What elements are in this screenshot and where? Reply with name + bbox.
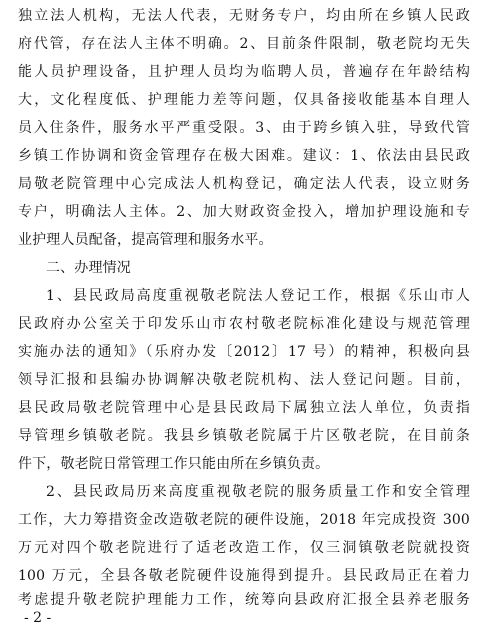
paragraph-line: 府代管，存在法人主体不明确。2、目前条件限制，敬老院均无失	[18, 36, 470, 52]
paragraph-line: 万元对四个敬老院进行了适老改造工作，仅三洞镇敬老院就投资	[18, 540, 470, 556]
paragraph-line: 民政府办公室关于印发乐山市农村敬老院标准化建设与规范管理	[18, 316, 470, 332]
paragraph-line: 员入住条件，服务水平严重受限。3、由于跨乡镇入驻，导致代管	[18, 120, 470, 136]
paragraph-line: 100 万元，全县各敬老院硬件设施得到提升。县民政局正在着力	[18, 568, 470, 584]
paragraph-line: 工作，大力筹措资金改造敬老院的硬件设施，2018 年完成投资 300	[18, 512, 470, 528]
paragraph-line: 2、县民政局历来高度重视敬老院的服务质量工作和安全管理	[46, 484, 470, 500]
paragraph-line: 件下，敬老院日常管理工作只能由所在乡镇负责。	[18, 456, 330, 472]
paragraph-line: 局敬老院管理中心完成法人机构登记，确定法人代表，设立财务	[18, 176, 470, 192]
paragraph-line: 独立法人机构，无法人代表，无财务专户，均由所在乡镇人民政	[18, 8, 470, 24]
section-heading: 二、办理情况	[46, 260, 131, 276]
paragraph-line: 导管理乡镇敬老院。我县乡镇敬老院属于片区敬老院，在目前条	[18, 428, 470, 444]
paragraph-line: 大，文化程度低、护理能力差等问题，仅具备接收能基本自理人	[18, 92, 470, 108]
paragraph-line: 县民政局敬老院管理中心是县民政局下属独立法人单位，负责指	[18, 400, 470, 416]
paragraph-line: 考虑提升敬老院护理能力工作，统筹向县政府汇报全县养老服务	[18, 592, 470, 608]
paragraph-line: 1、县民政局高度重视敬老院法人登记工作，根据《乐山市人	[46, 288, 470, 304]
paragraph-line: 实施办法的通知》（乐府办发〔2012〕17 号）的精神，积极向县	[18, 344, 470, 360]
paragraph-line: 能人员护理设备，且护理人员均为临聘人员，普遍存在年龄结构	[18, 64, 470, 80]
paragraph-line: 领导汇报和县编办协调解决敬老院机构、法人登记问题。目前，	[18, 372, 470, 388]
paragraph-line: 乡镇工作协调和资金管理存在极大困难。建议：1、依法由县民政	[18, 148, 470, 164]
paragraph-line: 业护理人员配备，提高管理和服务水平。	[18, 232, 273, 248]
paragraph-line: 专户，明确法人主体。2、加大财政资金投入，增加护理设施和专	[18, 204, 470, 220]
page-number: - 2 -	[24, 610, 52, 626]
